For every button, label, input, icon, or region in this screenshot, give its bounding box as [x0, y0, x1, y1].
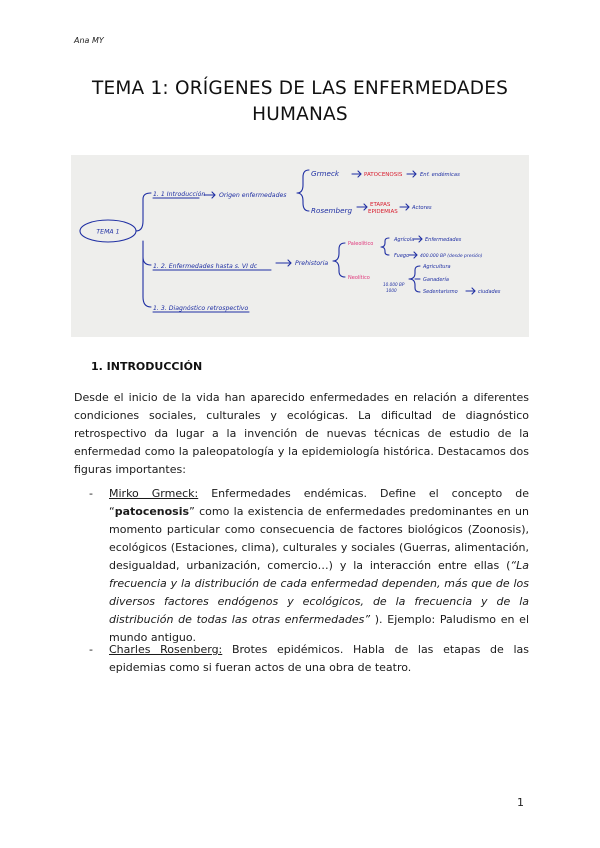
bullet-text: ” como la existencia de enfermedades predominantes en un momento particular como consecuencia de factores biológicos (Zoonosis), ecológicos (Estaciones, clima), culturales y sociales (Guerras, alimentación, desigualdad, urbanización, comercio…) y la interacción entre ellas (	[109, 505, 529, 572]
grmeck-arrow	[352, 171, 361, 177]
brace-branch1	[297, 170, 309, 211]
root-connector	[136, 193, 151, 307]
date-note-label: 10.000 BP	[383, 282, 405, 287]
section-heading: 1. INTRODUCCIÓN	[91, 360, 203, 373]
patocenosis-label: PATOCENOSIS	[364, 172, 403, 178]
fuego-arrow	[409, 252, 417, 258]
paleolitico-label: Paleolítico	[348, 241, 374, 247]
bullet-dash: -	[89, 643, 93, 656]
fuego-note-label: 400.000 BP (desde presión)	[420, 254, 483, 259]
rosemberg-label: Rosemberg	[311, 206, 353, 215]
actores-label: Actores	[412, 205, 432, 211]
endemicas-label: Enf. endémicas	[420, 172, 460, 178]
author-label: Ana MY	[74, 36, 104, 45]
prehistoria-label: Prehistoria	[295, 260, 329, 267]
branch3-label: 1. 3. Diagnóstico retrospectivo	[153, 305, 249, 312]
bullet-text: Enfermedades endémicas. Define el concepto de “	[109, 487, 530, 518]
mind-map-diagram	[71, 155, 529, 337]
branch2-arrow	[276, 260, 291, 266]
title-line-1: TEMA 1: ORÍGENES DE LAS ENFERMEDADES	[91, 78, 509, 99]
bold-term: patocenosis	[114, 505, 190, 518]
intro-paragraph: Desde el inicio de la vida han aparecido enfermedades en relación a diferentes condiciones sociales, culturales y ecológicas. La dificultad de diagnóstico retrospectivo da lugar a la invención de nuevas técnicas de estudio de la enfermedad como la paleopatología y la epidemiología histórica. Destacamos dos figuras importantes:	[74, 391, 529, 476]
root-label: TEMA 1	[96, 228, 120, 236]
brace-neolitico	[409, 266, 420, 292]
branch1-target-label: Origen enfermedades	[219, 192, 287, 199]
ganaderia-label: Ganadería	[423, 277, 449, 283]
etapas-arrow	[400, 204, 409, 210]
neolitico-label: Neolítico	[348, 275, 370, 281]
mind-map-svg	[71, 155, 529, 337]
person-name: Charles Rosenberg:	[109, 643, 223, 656]
bullet-body	[109, 485, 529, 647]
title-line-2: HUMANAS	[252, 104, 348, 125]
enfermedades-label: Enfermedades	[425, 237, 462, 243]
ciudades-label: ciudades	[478, 289, 501, 295]
agricola-arrow	[414, 236, 422, 242]
bullet-text: Brotes epidémicos. Habla de las etapas de las epidemias como si fueran actos de una obra de teatro.	[109, 643, 529, 674]
sedentarismo-arrow	[466, 288, 475, 294]
page-title	[60, 76, 540, 128]
rosemberg-arrow	[357, 204, 367, 210]
agricola-label: Agrícola	[394, 237, 415, 243]
date-note2-label: 1000	[386, 288, 397, 293]
bullet-body	[109, 641, 529, 677]
sedentarismo-label: Sedentarismo	[423, 289, 458, 295]
branch2-label: 1. 2. Enfermedades hasta s. VI dc	[153, 263, 258, 270]
brace-paleolitico	[381, 238, 389, 255]
branch1-arrow	[204, 192, 215, 198]
branch1-label: 1. 1 Introducción	[153, 191, 206, 198]
bullet-text: ). Ejemplo: Paludismo en el mundo antiguo.	[109, 613, 529, 644]
patocenosis-arrow	[407, 171, 416, 177]
grmeck-label: Grmeck	[311, 169, 340, 178]
etapas-label: ETAPAS	[370, 202, 391, 208]
brace-prehistoria	[333, 243, 345, 277]
page-number: 1	[517, 796, 524, 809]
fuego-label: Fuego	[394, 253, 410, 259]
agricultura-label: Agricultura	[423, 264, 451, 270]
quote-text: “La frecuencia y la distribución de cada enfermedad dependen, más que de los diversos factores endógenos y ecológicos, de la frecuencia y de la distribución de todas las otras enfermedades”	[109, 559, 529, 626]
bullet-dash: -	[89, 487, 93, 500]
person-name: Mirko Grmeck:	[109, 487, 199, 500]
epidemias-label: EPIDEMIAS	[368, 209, 398, 215]
